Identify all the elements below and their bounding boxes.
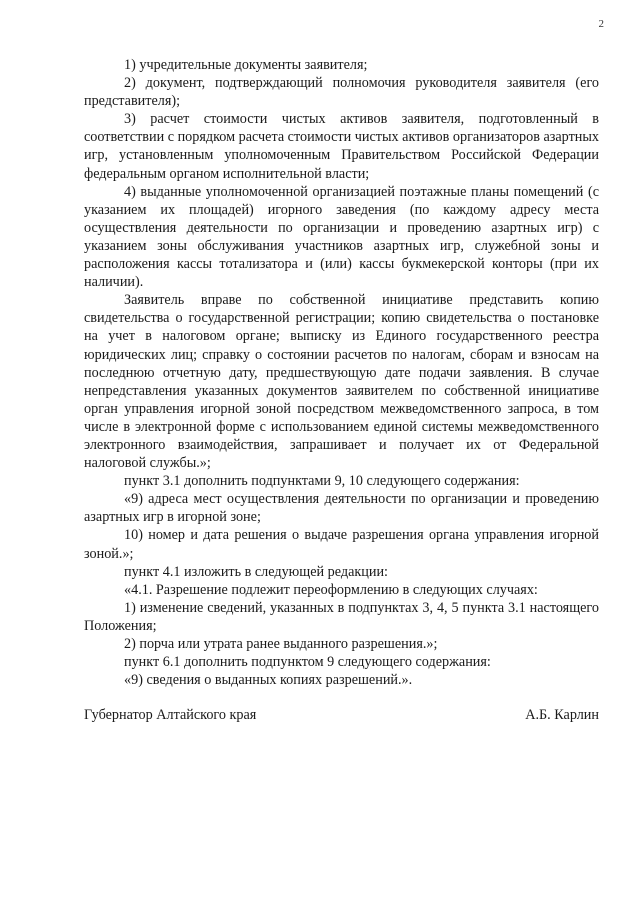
signatory-name: А.Б. Карлин [525,707,599,723]
paragraph-4-1-case-1: 1) изменение сведений, указанных в подпунктах 3, 4, 5 пункта 3.1 настоящего Положения; [84,599,599,634]
paragraph-amend-3-1: пункт 3.1 дополнить подпунктами 9, 10 следующего содержания: [124,473,520,490]
paragraph-4-1-case-2: 2) порча или утрата ранее выданного разрешения.»; [124,636,438,652]
paragraph-item-3: 3) расчет стоимости чистых активов заявителя, подготовленный в соответствии с порядком расчета стоимости чистых активов организаторов азартных игр, установленным уполномоченным Правительством Российской Федерации федеральным органом исполнительной власти; [84,111,599,182]
paragraph-4-1-text: «4.1. Разрешение подлежит переоформлению в следующих случаях: [124,581,538,598]
paragraph-6-1-subitem-9: «9) сведения о выданных копиях разрешений.». [124,672,413,689]
page-number: 2 [598,18,604,30]
paragraph-subitem-9: «9) адреса мест осуществления деятельности по организации и проведению азартных игр в игорной зоне; [84,491,599,526]
paragraph-amend-6-1: пункт 6.1 дополнить подпунктом 9 следующего содержания: [124,654,491,671]
paragraph-item-2: 2) документ, подтверждающий полномочия руководителя заявителя (его представителя); [84,75,599,110]
paragraph-amend-4-1: пункт 4.1 изложить в следующей редакции: [124,563,388,580]
paragraph-item-1: 1) учредительные документы заявителя; [124,57,368,73]
paragraph-item-4: 4) выданные уполномоченной организацией поэтажные планы помещений (с указанием их площадей) игорного заведения (по каждому адресу места осуществления деятельности по организации и проведению азартных игр) с указанием зоны обслуживания участников азартных игр, служебной зоны и расположения кассы тотализатора и (или) кассы букмекерской конторы (при их наличии). [84,183,599,291]
paragraph-applicant-right: Заявитель вправе по собственной инициативе представить копию свидетельства о государственной регистрации; копию свидетельства о постановке на учет в налоговом органе; выписку из Единого государственного реестра юридических лиц; справку о состоянии расчетов по налогам, сборам и взносам на последнюю отчетную дату, предшествующую дате подачи заявления. В случае непредставления указанных документов заявителем по собственной инициативе орган управления игорной зоной посредством межведомственного запроса, в том числе в электронной форме с использованием единой системы межведомственного электронного взаимодействия, запрашивает и получает их от Федеральной налоговой службы.»; [84,292,599,472]
paragraph-subitem-10: 10) номер и дата решения о выдаче разрешения органа управления игорной зоной.»; [84,527,599,562]
signature-block [84,706,599,724]
signatory-position: Губернатор Алтайского края [84,707,257,723]
document-body [84,56,599,689]
